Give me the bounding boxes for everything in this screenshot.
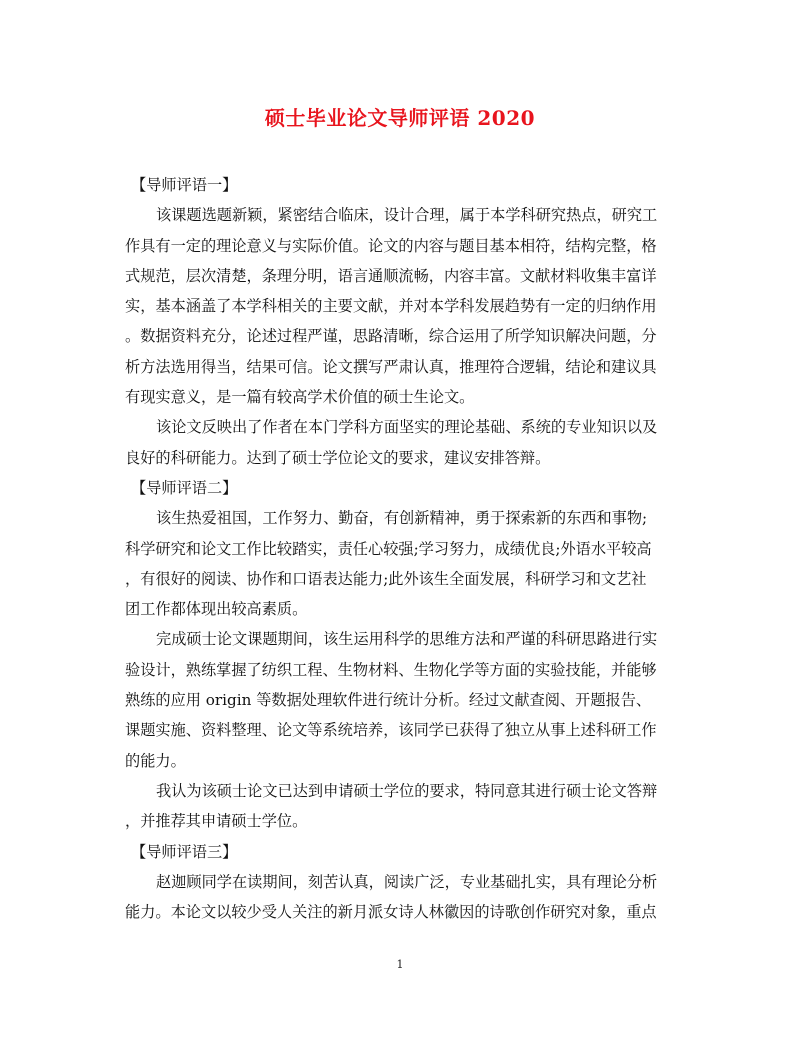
text-line: 作具有一定的理论意义与实际价值。论文的内容与题目基本相符，结构完整，格 bbox=[125, 236, 657, 255]
text-line: 实，基本涵盖了本学科相关的主要文献，并对本学科发展趋势有一定的归纳作用 bbox=[125, 297, 657, 316]
text-line: ，有很好的阅读、协作和口语表达能力;此外该生全面发展，科研学习和文艺社 bbox=[125, 569, 647, 588]
text-line: 团工作都体现出较高素质。 bbox=[125, 600, 308, 619]
text-line: ，并推荐其申请硕士学位。 bbox=[125, 812, 308, 831]
section-heading: 【导师评语二】 bbox=[131, 478, 238, 497]
text-line: 科学研究和论文工作比较踏实，责任心较强;学习努力，成绩优良;外语水平较高 bbox=[125, 539, 652, 558]
document-body bbox=[125, 170, 680, 927]
text-line: 的能力。 bbox=[125, 751, 186, 770]
text-line: 赵迦顾同学在读期间，刻苦认真，阅读广泛，专业基础扎实，具有理论分析 bbox=[156, 872, 658, 891]
section-heading: 【导师评语一】 bbox=[131, 176, 238, 194]
text-line: 熟练的应用 origin 等数据处理软件进行统计分析。经过文献查阅、开题报告、 bbox=[125, 691, 652, 710]
text-line: 该论文反映出了作者在本门学科方面坚实的理论基础、系统的专业知识以及 bbox=[156, 418, 658, 437]
page-number: 1 bbox=[396, 958, 404, 971]
text-line: 该课题选题新颖，紧密结合临床，设计合理，属于本学科研究热点，研究工 bbox=[156, 206, 658, 225]
text-line: 该生热爱祖国，工作努力、勤奋，有创新精神，勇于探索新的东西和事物; bbox=[156, 509, 648, 528]
text-line: 能力。本论文以较少受人关注的新月派女诗人林徽因的诗歌创作研究对象，重点 bbox=[125, 903, 657, 922]
text-line: 式规范，层次清楚，条理分明，语言通顺流畅，内容丰富。文献材料收集丰富详 bbox=[125, 266, 657, 285]
text-line: 。数据资料充分，论述过程严谨，思路清晰，综合运用了所学知识解决问题，分 bbox=[125, 327, 657, 346]
text-line: 良好的科研能力。达到了硕士学位论文的要求，建议安排答辩。 bbox=[125, 448, 551, 467]
text-line: 完成硕士论文课题期间，该生运用科学的思维方法和严谨的科研思路进行实 bbox=[156, 630, 658, 649]
text-line: 验设计，熟练掌握了纺织工程、生物材料、生物化学等方面的实验技能，并能够 bbox=[125, 660, 657, 679]
text-line: 有现实意义，是一篇有较高学术价值的硕士生论文。 bbox=[125, 388, 475, 407]
section-heading: 【导师评语三】 bbox=[131, 842, 238, 861]
text-line: 课题实施、资料整理、论文等系统培养，该同学已获得了独立从事上述科研工作 bbox=[125, 721, 657, 740]
text-line: 我认为该硕士论文已达到申请硕士学位的要求，特同意其进行硕士论文答辩 bbox=[156, 781, 658, 800]
document-title: 硕士毕业论文导师评语 2020 bbox=[264, 106, 536, 130]
text-line: 析方法选用得当，结果可信。论文撰写严肃认真，推理符合逻辑，结论和建议具 bbox=[125, 357, 657, 376]
